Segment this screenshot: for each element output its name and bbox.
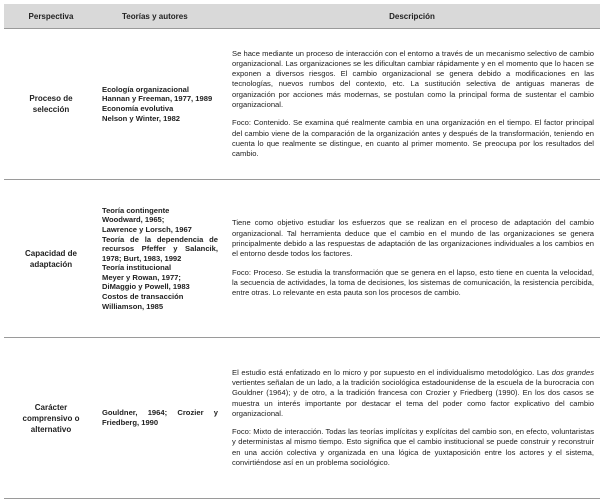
teorias-cell <box>98 29 224 180</box>
descripcion-cell <box>224 29 600 180</box>
teorias-cell <box>98 180 224 338</box>
descripcion-text: vertientes señalan de un lado, a la tradición sociológica estadounidense de la escuela de la burocracia con Gouldner (1964); y de otro, a la tradición francesa con Crozier y Friedberg (1990). En los dos casos se muestra un interés importante por destacar el tema del poder como factor explicativo del cambio organizacional. <box>232 377 594 418</box>
foco-paragraph: Foco: Contenido. Se examina qué realmente cambia en una organización en el tiempo. El factor principal del cambio viene de la comparación de la organización antes y después de la transformación, teniendo en cuenta lo que realmente se distingue, en cuanto al primer momento. Se preocupa por los resultados del cambio. <box>232 118 594 159</box>
perspectiva-cell <box>4 180 98 338</box>
table-row <box>4 29 600 180</box>
teoria-line: Teoría contingente <box>102 205 170 215</box>
descripcion-cell <box>224 338 600 499</box>
teoria-line: Williamson, 1985 <box>102 301 164 311</box>
teoria-line: Teoría institucional <box>102 263 172 273</box>
perspectiva-line: adaptación <box>29 259 73 269</box>
header-row <box>4 4 600 29</box>
teoria-line: Ecología organizacional <box>102 84 189 94</box>
teoria-line: Costos de transacción <box>102 292 184 302</box>
header-teorias: Teorías y autores <box>98 4 224 29</box>
perspectiva-cell <box>4 338 98 499</box>
perspectiva-line: Carácter <box>34 402 68 412</box>
descripcion-paragraph: Se hace mediante un proceso de interacción con el entorno a través de un mecanismo selectivo de cambio organizacional. Las organizaciones se les dificultan cambiar rápidamente y en el momento que lo hacen se exponen a diversos riesgos. El cambio organizacional se genera debido a modificaciones en las tecnologías, nuevos rumbos del contexto, etc. La sustitución selectiva de antiguas maneras de organización por acciones más modernas, se postulan como la principal forma de sustentar el cambio organizacional. <box>232 48 594 109</box>
perspectiva-cell <box>4 29 98 180</box>
teoria-line: DiMaggio y Powell, 1983 <box>102 282 190 292</box>
perspectiva-line: comprensivo o <box>22 413 80 423</box>
teoria-line: Economía evolutiva <box>102 104 174 113</box>
teoria-line: Meyer y Rowan, 1977; <box>102 272 181 282</box>
descripcion-paragraph <box>232 368 594 419</box>
descripcion-text: El estudio está enfatizado en lo micro y por supuesto en el individualismo metodológico. Las <box>232 367 552 377</box>
descripcion-cell <box>224 180 600 338</box>
theories-table <box>4 4 600 499</box>
perspectiva-line: Capacidad de <box>24 248 77 258</box>
descripcion-paragraph: Tiene como objetivo estudiar los esfuerzos que se realizan en el proceso de adaptación del cambio organizacional. Tal herramienta deduce que el cambio en el mundo de las organizaciones se genera principalmente debido a las respuestas de adaptación de las organizaciones individuales a los cambios en el entorno desde todos los factores. <box>232 218 594 259</box>
perspectiva-line: Proceso de <box>29 94 73 103</box>
header-descripcion: Descripción <box>224 4 600 29</box>
perspectiva-line: selección <box>32 105 70 114</box>
teoria-line: Teoría de la dependencia de recursos Pfeffer y Salancik, 1978; Burt, 1983, 1992 <box>102 234 218 263</box>
table-row <box>4 180 600 338</box>
teoria-line: Lawrence y Lorsch, 1967 <box>102 224 192 234</box>
emphasis-text: dos grandes <box>551 367 595 377</box>
foco-paragraph: Foco: Proceso. Se estudia la transformación que se genera en el lapso, esto tiene en cuenta la velocidad, la secuencia de actividades, la toma de decisiones, los sistemas de comunicación, la resistencia percibida, entre otras. Lo relevante en esta pauta son los procesos de cambio. <box>232 267 594 298</box>
teoria-line: Gouldner, 1964; Crozier y Friedberg, 1990 <box>102 408 218 427</box>
header-perspectiva: Perspectiva <box>4 4 98 29</box>
foco-paragraph: Foco: Mixto de interacción. Todas las teorías implícitas y explícitas del cambio son, en efecto, voluntaristas y deterministas al mismo tiempo. Esto significa que el cambio institucional se puede construir y reconstruir en una acción colectiva y organizada en una lógica de yuxtaposición entre los actores y el sistema, convirtiéndose así en un problema sociológico. <box>232 427 594 468</box>
teoria-line: Nelson y Winter, 1982 <box>102 113 181 123</box>
teorias-cell <box>98 338 224 499</box>
teoria-line: Woodward, 1965; <box>102 215 165 225</box>
table-row <box>4 338 600 499</box>
teoria-line: Hannan y Freeman, 1977, 1989 <box>102 94 213 104</box>
perspectiva-line: alternativo <box>30 424 72 434</box>
